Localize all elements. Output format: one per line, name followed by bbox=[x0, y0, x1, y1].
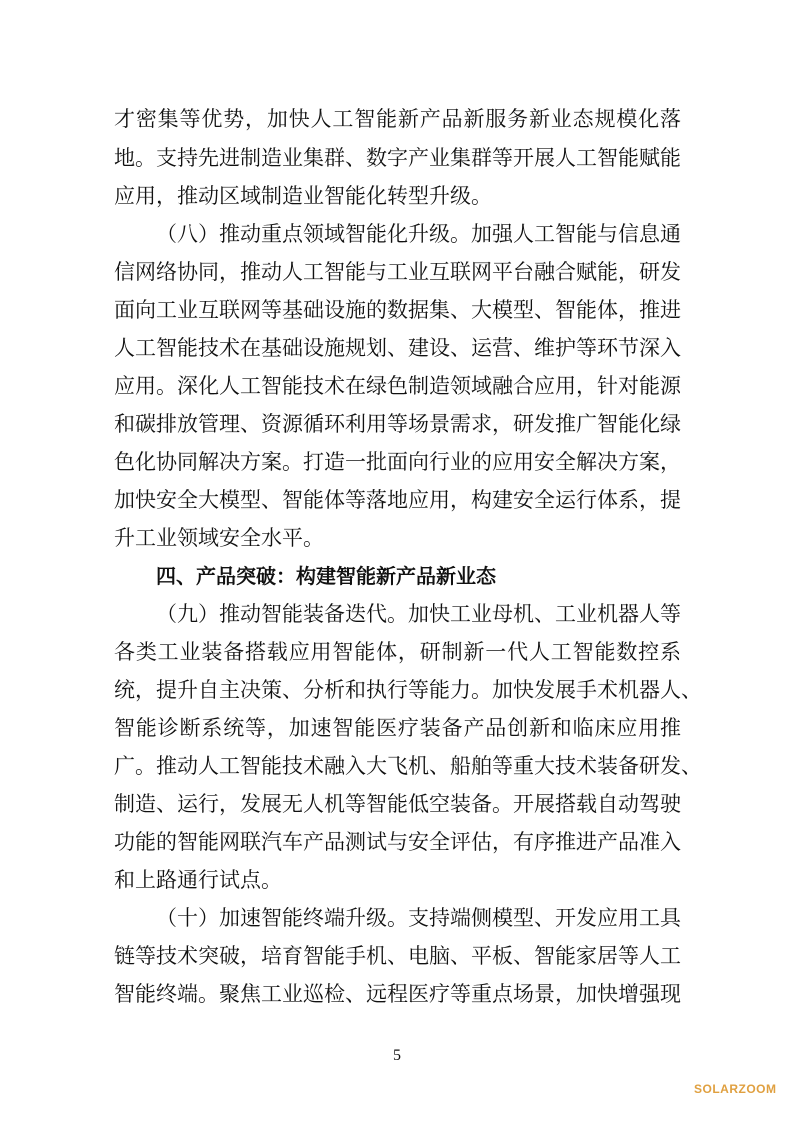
text-line: 应用，推动区域制造业智能化转型升级。 bbox=[114, 184, 492, 208]
text-line: 人工智能技术在基础设施规划、建设、运营、维护等环节深入 bbox=[114, 336, 681, 360]
text-line: 色化协同解决方案。打造一批面向行业的应用安全解决方案， bbox=[114, 450, 681, 474]
text-line: 制造、运行，发展无人机等智能低空装备。开展搭载自动驾驶 bbox=[114, 792, 681, 816]
text-line: 加快安全大模型、智能体等落地应用，构建安全运行体系，提 bbox=[114, 488, 681, 512]
section-8-title-line: （八）推动重点领域智能化升级。加强人工智能与信息通 bbox=[156, 222, 681, 246]
text-line: 应用。深化人工智能技术在绿色制造领域融合应用，针对能源 bbox=[114, 374, 681, 398]
text-line: 功能的智能网联汽车产品测试与安全评估，有序推进产品准入 bbox=[114, 830, 681, 854]
text-line: 智能终端。聚焦工业巡检、远程医疗等重点场景，加快增强现 bbox=[114, 982, 681, 1006]
section-10-title-line: （十）加速智能终端升级。支持端侧模型、开发应用工具 bbox=[156, 906, 681, 930]
text-line: 升工业领域安全水平。 bbox=[114, 526, 324, 550]
text-line: 信网络协同，推动人工智能与工业互联网平台融合赋能，研发 bbox=[114, 260, 681, 284]
text-line: 面向工业互联网等基础设施的数据集、大模型、智能体，推进 bbox=[114, 298, 681, 322]
text-line: 地。支持先进制造业集群、数字产业集群等开展人工智能赋能 bbox=[114, 146, 681, 170]
text-line: 智能诊断系统等，加速智能医疗装备产品创新和临床应用推 bbox=[114, 716, 681, 740]
text-line: 统，提升自主决策、分析和执行等能力。加快发展手术机器人、 bbox=[114, 678, 702, 702]
text-line: 才密集等优势，加快人工智能新产品新服务新业态规模化落 bbox=[114, 107, 681, 131]
text-line: 和上路通行试点。 bbox=[114, 868, 282, 892]
watermark-logo: SOLARZOOM bbox=[694, 1082, 777, 1096]
section-9-title-line: （九）推动智能装备迭代。加快工业母机、工业机器人等 bbox=[156, 602, 681, 626]
section-heading: 四、产品突破：构建智能新产品新业态 bbox=[156, 564, 496, 588]
text-line: 广。推动人工智能技术融入大飞机、船舶等重大技术装备研发、 bbox=[114, 754, 702, 778]
text-line: 和碳排放管理、资源循环利用等场景需求，研发推广智能化绿 bbox=[114, 412, 681, 436]
page-number: 5 bbox=[393, 1047, 401, 1064]
text-line: 各类工业装备搭载应用智能体，研制新一代人工智能数控系 bbox=[114, 640, 681, 664]
text-line: 链等技术突破，培育智能手机、电脑、平板、智能家居等人工 bbox=[114, 944, 681, 968]
